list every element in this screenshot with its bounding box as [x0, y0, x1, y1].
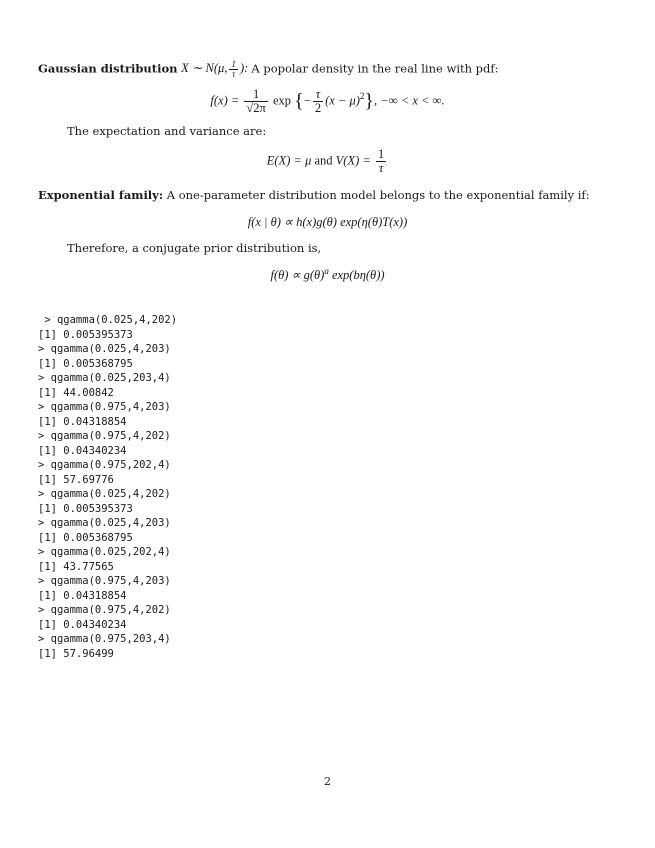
pdf-inner-frac-den: 2	[314, 101, 322, 115]
gaussian-pdf-formula	[0, 88, 655, 115]
r-code-block	[38, 313, 177, 661]
code-line: > qgamma(0.025,203,4)	[38, 372, 171, 384]
code-line: [1] 0.005368795	[38, 357, 133, 370]
code-line: > qgamma(0.025,4,203)	[38, 517, 171, 529]
notation-frac-num: 1	[231, 59, 236, 69]
prior-end: exp(bη(θ))	[328, 268, 385, 283]
exponential-family-formula: f(x | θ) ∝ h(x)g(θ) exp(η(θ)T(x))	[247, 215, 408, 229]
gaussian-paragraph	[38, 60, 499, 79]
pdf-exp: exp	[272, 93, 292, 108]
page-number: 2	[324, 775, 331, 788]
code-line: > qgamma(0.025,4,202)	[38, 314, 178, 326]
code-line: > qgamma(0.975,202,4)	[38, 459, 171, 471]
code-line: [1] 57.69776	[38, 473, 114, 486]
code-line: [1] 57.96499	[38, 647, 114, 660]
gaussian-text: A popolar density in the real line with pdf:	[251, 61, 499, 76]
pdf-inner-sup: 2	[359, 91, 365, 102]
exponential-heading: Exponential family:	[38, 188, 164, 202]
code-line: [1] 0.04318854	[38, 589, 127, 602]
pdf-inner-fraction	[313, 88, 323, 115]
code-line: > qgamma(0.975,203,4)	[38, 633, 171, 645]
exponential-paragraph	[38, 188, 590, 202]
code-line: [1] 0.005395373	[38, 328, 133, 341]
code-line: [1] 0.04318854	[38, 415, 127, 428]
gaussian-heading: Gaussian distribution	[38, 61, 178, 76]
ev-fraction	[376, 148, 386, 175]
pdf-fraction	[244, 88, 267, 115]
code-line: > qgamma(0.975,4,203)	[38, 401, 171, 413]
prior-sup: a	[324, 266, 329, 276]
code-line: [1] 43.77565	[38, 560, 114, 573]
therefore-text: Therefore, a conjugate prior distribution is,	[67, 241, 322, 255]
ev-lhs: E(X) = μ	[266, 153, 312, 168]
expectation-variance-formula	[0, 148, 655, 175]
ev-mid: V(X) =	[335, 153, 371, 168]
code-line: > qgamma(0.975,4,202)	[38, 430, 171, 442]
notation-start: X ∼ N(μ,	[181, 61, 228, 76]
expectation-text: The expectation and variance are:	[67, 124, 267, 138]
ev-frac-den: τ	[378, 161, 384, 175]
pdf-inner-frac-num: τ	[313, 88, 323, 102]
notation-frac-den: τ	[232, 69, 236, 79]
conjugate-prior-formula	[0, 266, 655, 283]
right-brace: }	[364, 90, 375, 112]
code-line: > qgamma(0.025,4,202)	[38, 488, 171, 500]
pdf-range: , −∞ < x < ∞.	[374, 93, 445, 108]
code-line: > qgamma(0.025,202,4)	[38, 546, 171, 558]
pdf-inner-rest: (x − μ)	[325, 93, 360, 108]
code-line: [1] 44.00842	[38, 386, 114, 399]
pdf-minus: −	[303, 93, 311, 108]
code-line: [1] 0.04340234	[38, 618, 127, 631]
notation-end: ):	[239, 61, 249, 76]
gaussian-notation	[181, 59, 251, 79]
pdf-frac-num: 1	[244, 88, 267, 102]
left-brace: {	[294, 90, 304, 112]
code-line: > qgamma(0.025,4,203)	[38, 343, 171, 355]
code-line: [1] 0.005395373	[38, 502, 133, 515]
code-line: > qgamma(0.975,4,202)	[38, 604, 171, 616]
notation-fraction	[229, 60, 238, 79]
ev-frac-num: 1	[377, 147, 385, 161]
code-line: > qgamma(0.975,4,203)	[38, 575, 171, 587]
pdf-lhs: f(x) =	[210, 93, 240, 108]
ev-and: and	[314, 153, 333, 168]
exponential-text: A one-parameter distribution model belongs to the exponential family if:	[166, 188, 590, 202]
code-line: [1] 0.005368795	[38, 531, 133, 544]
pdf-frac-den: √2π	[246, 101, 266, 115]
code-line: [1] 0.04340234	[38, 444, 127, 457]
prior-start: f(θ) ∝ g(θ)	[270, 268, 325, 283]
